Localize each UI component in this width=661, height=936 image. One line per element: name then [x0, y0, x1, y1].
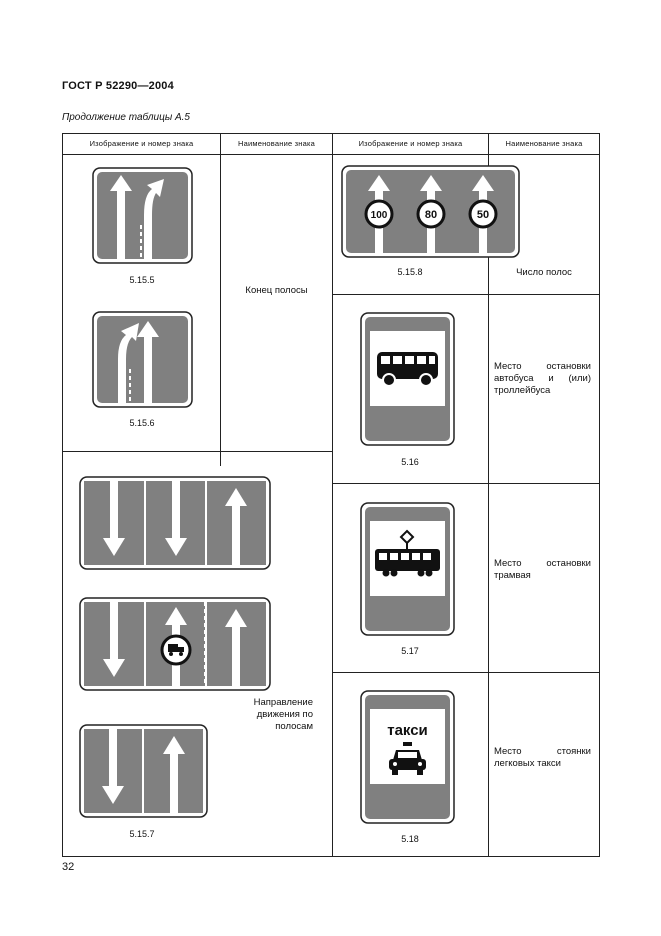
speed-limit-100: 100 [370, 210, 388, 221]
sign-5-18-taxi-parking [360, 690, 455, 824]
table-row-divider-left [62, 451, 332, 452]
sign-number: 5.17 [401, 646, 419, 656]
table-row-divider-right-3 [332, 672, 599, 673]
sign-name-taxi-parking: Место стоянки легковых такси [494, 746, 591, 769]
sign-name-end-of-lane: Конец полосы [245, 285, 308, 296]
table-left-border [62, 133, 63, 857]
table-header-bottom-border [62, 154, 599, 155]
sign-number: 5.15.5 [129, 275, 155, 285]
speed-limit-80: 80 [424, 209, 438, 221]
table-divider-center [332, 133, 333, 857]
column-header-name-1: Наименование знака [237, 139, 316, 148]
column-header-image-1: Изображение и номер знака [89, 139, 194, 148]
sign-5-15-7-lane-directions-c [79, 724, 208, 818]
sign-5-15-6-end-of-lane [92, 311, 193, 408]
sign-5-17-tram-stop [360, 502, 455, 636]
sign-5-15-5-end-of-lane [92, 167, 193, 264]
sign-number: 5.16 [401, 457, 419, 467]
table-divider-col2-lower [220, 451, 221, 466]
table-row-divider-right-2 [332, 483, 599, 484]
sign-name-tram-stop: Место остановки трамвая [494, 558, 591, 581]
table-right-border [599, 133, 600, 857]
sign-number: 5.15.8 [397, 267, 423, 277]
speed-limit-50: 50 [476, 209, 490, 221]
table-bottom-border [62, 856, 599, 857]
sign-5-15-7-lane-directions-a [79, 476, 271, 570]
sign-5-16-bus-stop [360, 312, 455, 446]
document-standard-header: ГОСТ Р 52290—2004 [62, 80, 174, 92]
table-caption: Продолжение таблицы А.5 [62, 112, 190, 123]
sign-number: 5.18 [401, 834, 419, 844]
page-number: 32 [62, 861, 75, 873]
sign-name-number-of-lanes: Число полос [516, 267, 572, 278]
sign-5-15-7-lane-directions-b [79, 597, 271, 691]
sign-name-lane-directions: Направление движения по полосам [253, 697, 313, 732]
sign-number: 5.15.7 [129, 829, 155, 839]
column-header-image-2: Изображение и номер знака [358, 139, 463, 148]
table-row-divider-right-1 [332, 294, 599, 295]
taxi-label: такси [387, 722, 428, 739]
table-top-border [62, 133, 599, 134]
sign-5-15-8-number-of-lanes [341, 165, 520, 258]
sign-number: 5.15.6 [129, 418, 155, 428]
sign-name-bus-stop: Место остановки автобуса и (или) троллейбуса [494, 361, 591, 396]
column-header-name-2: Наименование знака [505, 139, 583, 148]
